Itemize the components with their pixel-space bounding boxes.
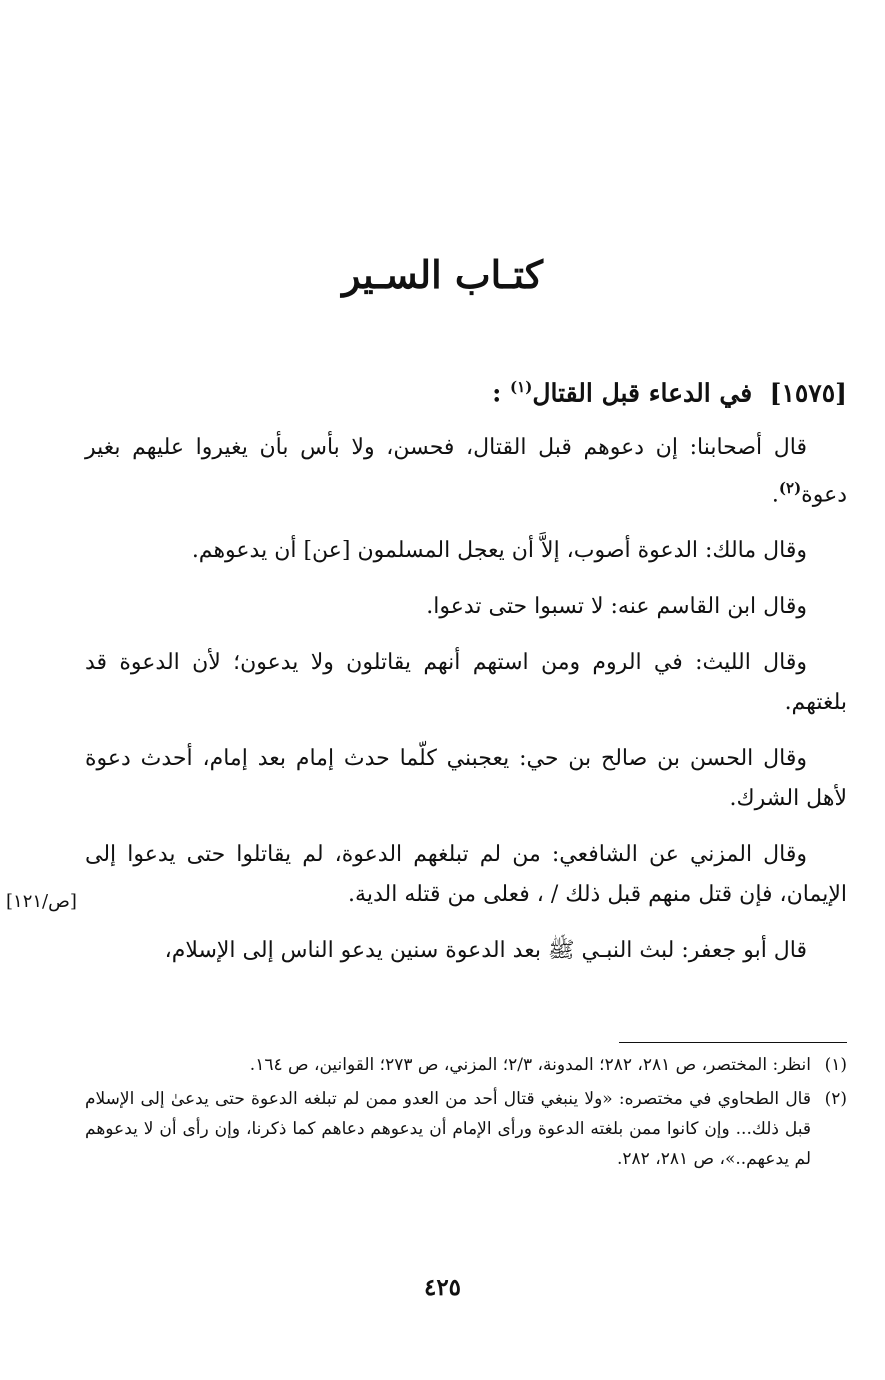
main-text <box>85 428 847 987</box>
paragraph-2: وقال مالك: الدعوة أصوب، إلاَّ أن يعجل المسلمون [عن] أن يدعوهم. <box>191 538 807 564</box>
footnote-ref-1: (١) <box>510 378 533 396</box>
footnote-1 <box>85 1050 847 1080</box>
footnotes <box>85 1050 847 1178</box>
footnote-ref-2: (٢) <box>778 479 802 497</box>
paragraph-5: وقال الحسن بن صالح بن حي: يعجبني كلّما حدث إمام بعد إمام، أحدث دعوة لأهل الشرك. <box>85 746 847 812</box>
paragraph-3: وقال ابن القاسم عنه: لا تسبوا حتى تدعوا. <box>426 594 807 620</box>
footnote-number: (٢) <box>824 1089 847 1109</box>
paragraph-text: قال أصحابنا: إن دعوهم قبل القتال، فحسن، ولا بأس بأن يغيروا عليهم بغير دعوة <box>85 435 847 508</box>
paragraph-end: . <box>771 482 779 508</box>
footnote-text: قال الطحاوي في مختصره: «ولا ينبغي قتال أحد من العدو ممن لم تبلغه الدعوة حتى يدعىٰ إلى الإسلام قبل ذلك... وإن كانوا ممن بلغته الدعوة ورأى الإمام أن يدعوهم دعاهم كما ذكرنا، وإن رأى أن لا يدعوهم لم يدعهم..»، ص ٢٨١، ٢٨٢. <box>85 1089 811 1169</box>
section-heading <box>87 378 847 407</box>
paragraph-4: وقال الليث: في الروم ومن استهم أنهم يقاتلون ولا يدعون؛ لأن الدعوة قد بلغتهم. <box>85 650 847 716</box>
paragraph-6: وقال المزني عن الشافعي: من لم تبلغهم الدعوة، لم يقاتلوا حتى يدعوا إلى الإيمان، فإن قتل منهم قبل ذلك / ، فعلى من قتله الدية. <box>85 842 847 908</box>
footnote-divider <box>619 1042 847 1043</box>
margin-page-reference: [ص/١٢١] <box>6 891 77 912</box>
footnote-text: انظر: المختصر، ص ٢٨١، ٢٨٢؛ المدونة، ٢/٣؛ المزني، ص ٢٧٣؛ القوانين، ص ١٦٤. <box>249 1055 811 1075</box>
book-title: كتـاب السـير <box>342 252 543 297</box>
paragraph-7: قال أبو جعفر: لبث النبـي ﷺ بعد الدعوة سنين يدعو الناس إلى الإسلام، <box>164 938 807 964</box>
section-colon: : <box>492 378 511 408</box>
page-number: ٤٢٥ <box>423 1274 462 1301</box>
section-title: في الدعاء قبل القتال <box>532 378 753 408</box>
paragraph-1 <box>85 428 847 515</box>
footnote-2 <box>85 1084 847 1174</box>
section-number: [١٥٧٥] <box>769 378 847 408</box>
footnote-number: (١) <box>824 1055 847 1075</box>
